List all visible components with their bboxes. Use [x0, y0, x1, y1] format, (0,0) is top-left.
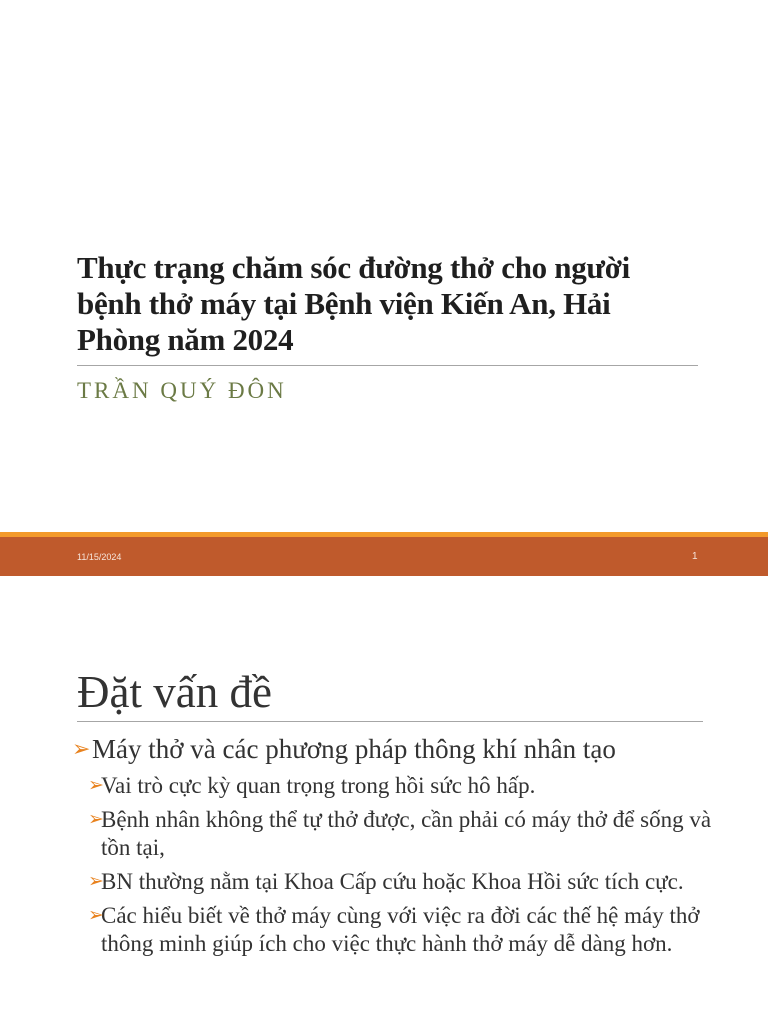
slide-page-number: 1	[692, 551, 698, 562]
list-item-main	[72, 732, 712, 766]
slide-date: 11/15/2024	[77, 552, 122, 562]
list-item	[72, 772, 712, 800]
sub-bullet-text: BN thường nằm tại Khoa Cấp cứu hoặc Khoa Hồi sức tích cực.	[101, 869, 684, 894]
content-slide	[0, 576, 768, 1024]
heading-divider	[77, 721, 703, 722]
slide-heading: Đặt vấn đề	[77, 667, 272, 717]
presentation-title: Thực trạng chăm sóc đường thở cho người bệnh thở máy tại Bệnh viện Kiến An, Hải Phòng năm 2024	[77, 250, 630, 357]
arrow-bullet-icon: ➢	[88, 905, 104, 926]
arrow-bullet-icon: ➢	[72, 736, 91, 761]
author-name: TRẦN QUÝ ĐÔN	[77, 378, 287, 403]
bullet-list	[72, 732, 712, 958]
arrow-bullet-icon: ➢	[88, 809, 104, 830]
main-bullet-text: Máy thở và các phương pháp thông khí nhân tạo	[92, 734, 616, 764]
list-item	[72, 806, 712, 862]
sub-bullet-text: Các hiểu biết về thở máy cùng với việc ra đời các thế hệ máy thở thông minh giúp ích cho việc thực hành thở máy dễ dàng hơn.	[101, 903, 700, 956]
list-item	[72, 902, 712, 958]
arrow-bullet-icon: ➢	[88, 871, 104, 892]
sub-bullet-text: Bệnh nhân không thể tự thở được, cần phải có máy thở để sống và tồn tại,	[101, 807, 712, 860]
arrow-bullet-icon: ➢	[88, 775, 104, 796]
title-divider	[77, 365, 698, 366]
sub-bullet-text: Vai trò cực kỳ quan trọng trong hồi sức hô hấp.	[101, 773, 536, 798]
list-item	[72, 868, 712, 896]
